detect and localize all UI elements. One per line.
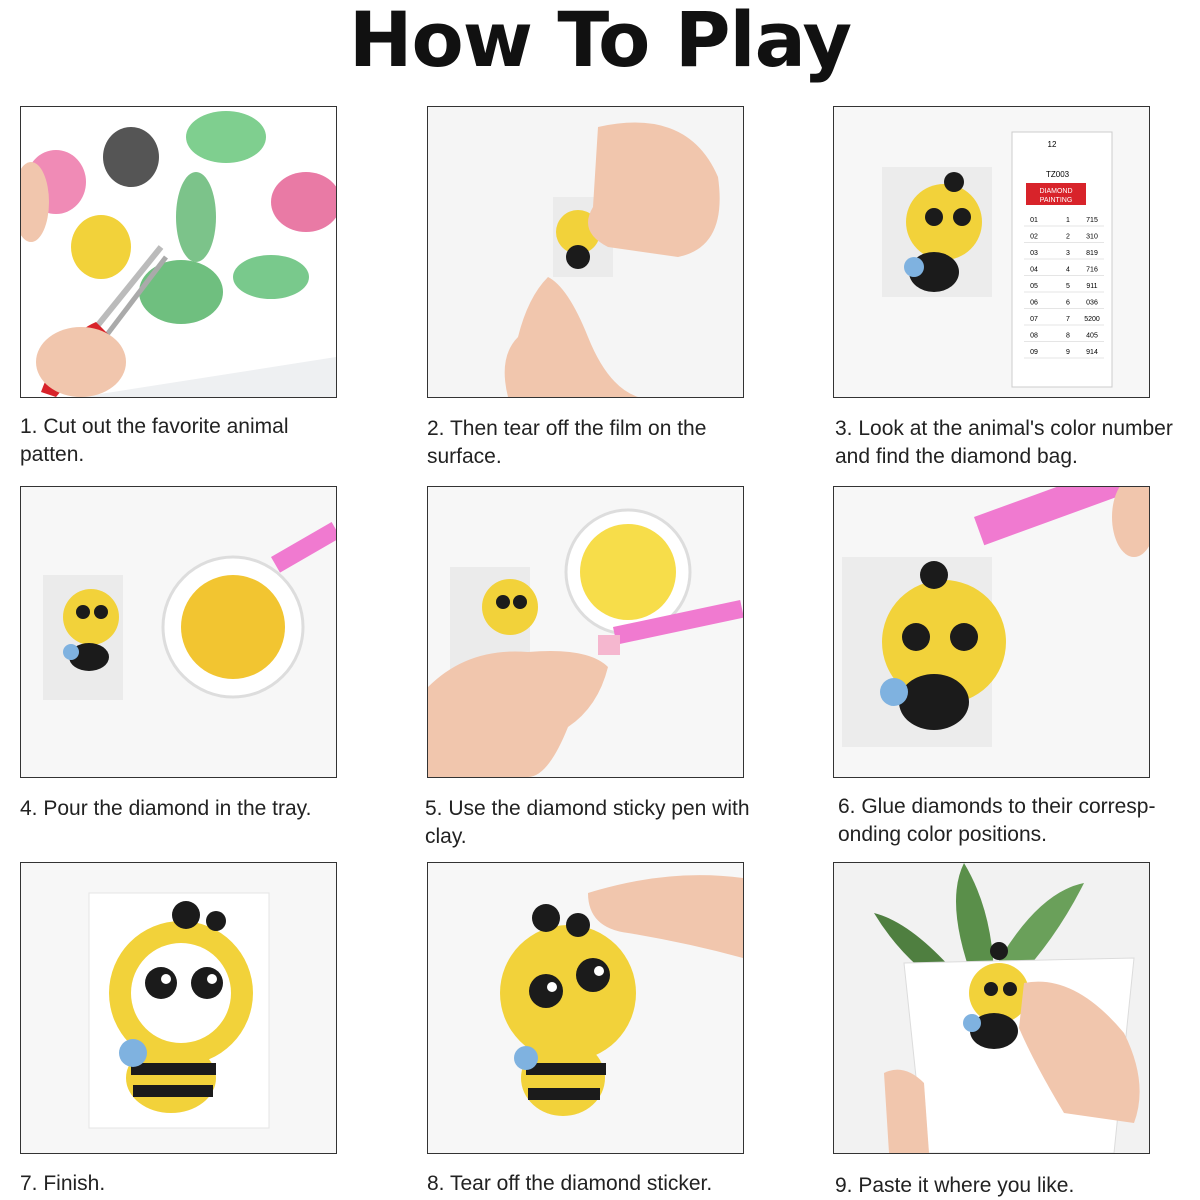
card-row-no: 09: [1030, 349, 1038, 356]
card-row-sign: 8: [1066, 332, 1070, 340]
hand-icon: [36, 327, 126, 397]
step-4-photo: [20, 486, 337, 778]
card-row-code: 405: [1086, 332, 1098, 340]
step-9-caption: 9. Paste it where you like.: [835, 1174, 1075, 1197]
card-brand-line2: PAINTING: [1039, 197, 1073, 204]
step-2-photo: [427, 106, 744, 398]
card-row-code: 5200: [1084, 316, 1100, 323]
step-8-photo: [427, 862, 744, 1154]
card-row-no: 05: [1030, 283, 1038, 290]
color-card-icon: [1012, 132, 1112, 387]
step-7-photo: [20, 862, 337, 1154]
bee-pattern-icon: [482, 579, 538, 635]
step-2-caption: 2. Then tear off the film on the surface.: [427, 417, 707, 468]
card-row-sign: 3: [1066, 250, 1070, 257]
step-1-photo: [20, 106, 337, 398]
step-3-photo: [833, 106, 1150, 398]
card-row-code: 911: [1086, 283, 1098, 290]
card-row-sign: 9: [1066, 349, 1070, 356]
card-row-code: 310: [1086, 233, 1098, 241]
step-4-caption: 4. Pour the diamond in the tray.: [20, 797, 312, 820]
clay-icon: [598, 635, 620, 655]
step-6-caption: 6. Glue diamonds to their corresp-onding color positions.: [838, 795, 1156, 846]
page-title: How To Play: [348, 0, 852, 84]
card-row-sign: 2: [1066, 233, 1070, 241]
step-3-caption: 3. Look at the animal's color number and find the diamond bag.: [835, 417, 1173, 468]
card-row-no: 04: [1030, 266, 1038, 274]
card-row-no: 06: [1030, 299, 1038, 307]
card-row-no: 02: [1030, 233, 1038, 241]
card-row-sign: 6: [1066, 299, 1070, 307]
card-row-sign: 1: [1066, 217, 1070, 224]
card-row-code: 914: [1086, 349, 1098, 356]
card-row-sign: 5: [1066, 283, 1070, 290]
step-8-caption: 8. Tear off the diamond sticker.: [427, 1172, 713, 1195]
card-row-code: 036: [1086, 299, 1098, 307]
card-row-sign: 7: [1066, 316, 1070, 323]
card-row-code: 716: [1086, 266, 1098, 274]
card-row-no: 03: [1030, 250, 1038, 257]
diamond-tray-icon: [163, 557, 303, 697]
step-6-photo: [833, 486, 1150, 778]
step-5-photo: [427, 486, 744, 778]
card-row-no: 01: [1030, 217, 1038, 224]
card-row-sign: 4: [1066, 266, 1070, 274]
card-row-no: 08: [1030, 332, 1038, 340]
card-brand-line1: DIAMOND: [1039, 188, 1073, 195]
card-row-code: 715: [1086, 217, 1098, 224]
card-header-number: 12: [1047, 140, 1057, 149]
step-7-caption: 7. Finish.: [20, 1172, 106, 1195]
card-code: TZ003: [1046, 170, 1070, 179]
card-row-code: 819: [1086, 250, 1098, 257]
step-5-caption: 5. Use the diamond sticky pen with clay.: [425, 797, 750, 848]
step-1-caption: 1. Cut out the favorite animal patten.: [20, 415, 289, 466]
card-row-no: 07: [1030, 316, 1038, 323]
step-9-photo: [833, 862, 1150, 1154]
